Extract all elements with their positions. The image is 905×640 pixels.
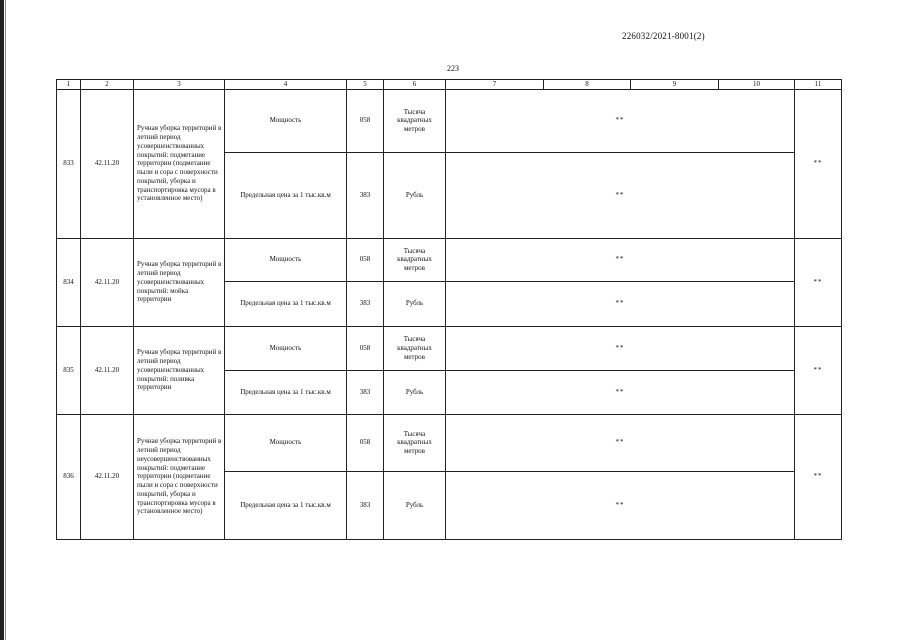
row-number: 834 xyxy=(57,238,81,326)
header-row xyxy=(57,80,842,90)
row-name: Ручная уборка территорий в летний период усовершенствованных покрытий: поливка территории xyxy=(134,326,225,414)
page-number: 223 xyxy=(447,64,459,73)
header-cell: 3 xyxy=(134,80,225,90)
row-code: 42.11.20 xyxy=(81,326,134,414)
indicator: Предельная цена за 1 тыс.кв.м xyxy=(225,370,347,414)
table-row xyxy=(57,326,842,370)
col11-value: ** xyxy=(795,89,842,238)
table-row xyxy=(57,89,842,152)
data-table xyxy=(56,79,842,540)
okei-code: 058 xyxy=(347,238,384,281)
value-cell: ** xyxy=(446,238,795,281)
header-cell: 10 xyxy=(719,80,795,90)
unit: Тысяча квадратных метров xyxy=(384,89,446,152)
table-row xyxy=(57,414,842,471)
scan-edge-line xyxy=(5,0,6,640)
value-cell: ** xyxy=(446,281,795,326)
okei-code: 383 xyxy=(347,471,384,539)
header-cell: 4 xyxy=(225,80,347,90)
header-cell: 6 xyxy=(384,80,446,90)
header-cell: 11 xyxy=(795,80,842,90)
scan-edge xyxy=(0,0,4,640)
col11-value: ** xyxy=(795,326,842,414)
header-cell: 8 xyxy=(544,80,631,90)
col11-value: ** xyxy=(795,414,842,539)
okei-code: 383 xyxy=(347,281,384,326)
indicator: Предельная цена за 1 тыс.кв.м xyxy=(225,281,347,326)
okei-code: 383 xyxy=(347,370,384,414)
value-cell: ** xyxy=(446,89,795,152)
value-cell: ** xyxy=(446,152,795,238)
okei-code: 058 xyxy=(347,89,384,152)
row-code: 42.11.20 xyxy=(81,89,134,238)
row-number: 836 xyxy=(57,414,81,539)
unit: Тысяча квадратных метров xyxy=(384,238,446,281)
unit: Тысяча квадратных метров xyxy=(384,414,446,471)
header-cell: 9 xyxy=(631,80,719,90)
unit: Рубль xyxy=(384,281,446,326)
unit: Рубль xyxy=(384,471,446,539)
row-name: Ручная уборка территорий в летний период усовершенствованных покрытий: мойка территории xyxy=(134,238,225,326)
value-cell: ** xyxy=(446,370,795,414)
value-cell: ** xyxy=(446,414,795,471)
indicator: Мощность xyxy=(225,238,347,281)
indicator: Мощность xyxy=(225,326,347,370)
row-name: Ручная уборка территорий в летний период неусовершенствованных покрытий: подметание территории (подметание пыли и сора с поверхности покрытий, уборка и транспортировка мусора в установленное место) xyxy=(134,414,225,539)
header-cell: 5 xyxy=(347,80,384,90)
table-row xyxy=(57,238,842,281)
header-cell: 1 xyxy=(57,80,81,90)
header-cell: 2 xyxy=(81,80,134,90)
value-cell: ** xyxy=(446,326,795,370)
unit: Тысяча квадратных метров xyxy=(384,326,446,370)
indicator: Мощность xyxy=(225,414,347,471)
indicator: Предельная цена за 1 тыс.кв.м xyxy=(225,152,347,238)
okei-code: 058 xyxy=(347,326,384,370)
row-code: 42.11.20 xyxy=(81,238,134,326)
row-number: 833 xyxy=(57,89,81,238)
document-number: 226032/2021-8001(2) xyxy=(622,31,705,41)
unit: Рубль xyxy=(384,152,446,238)
row-code: 42.11.20 xyxy=(81,414,134,539)
unit: Рубль xyxy=(384,370,446,414)
col11-value: ** xyxy=(795,238,842,326)
header-cell: 7 xyxy=(446,80,544,90)
row-name: Ручная уборка территорий в летний период усовершенствованных покрытий: подметание территории (подметание пыли и сора с поверхности покрытий, уборка и транспортировка мусора в установленное место) xyxy=(134,89,225,238)
indicator: Мощность xyxy=(225,89,347,152)
value-cell: ** xyxy=(446,471,795,539)
okei-code: 058 xyxy=(347,414,384,471)
row-number: 835 xyxy=(57,326,81,414)
okei-code: 383 xyxy=(347,152,384,238)
indicator: Предельная цена за 1 тыс.кв.м xyxy=(225,471,347,539)
